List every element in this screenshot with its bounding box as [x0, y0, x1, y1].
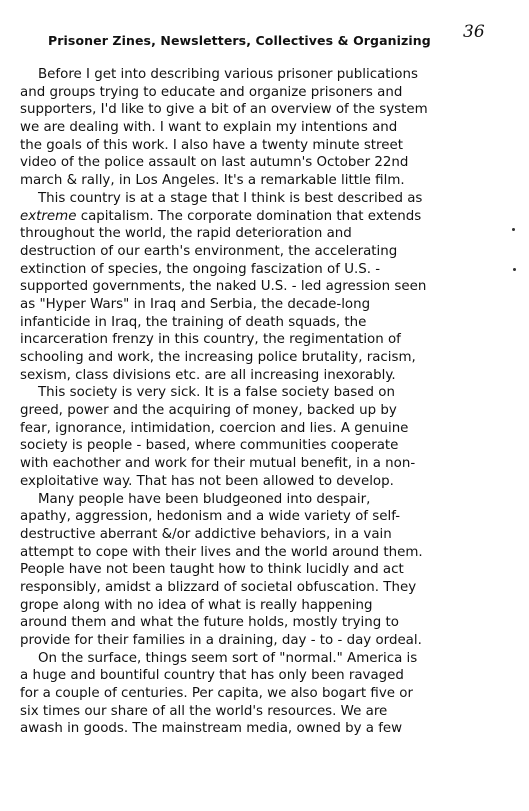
text-line: six times our share of all the world's resources. We are	[20, 703, 388, 719]
text-line: and groups trying to educate and organize prisoners and	[20, 84, 403, 100]
text-line: exploitative way. That has not been allowed to develop.	[20, 473, 394, 489]
text-line: This society is very sick. It is a false society based on	[38, 385, 395, 401]
text-line-rest: capitalism. The corporate domination that extends	[76, 208, 422, 224]
text-line: for a couple of centuries. Per capita, we also bogart five or	[20, 686, 413, 702]
text-line: video of the police assault on last autumn's October 22nd	[20, 155, 409, 171]
text-line: around them and what the future holds, mostly trying to	[20, 615, 399, 631]
running-header: Prisoner Zines, Newsletters, Collectives & Organizing	[48, 33, 431, 48]
body-text	[20, 66, 472, 738]
text-line: schooling and work, the increasing police brutality, racism,	[20, 350, 416, 365]
text-line: fear, ignorance, intimidation, coercion and lies. A genuine	[20, 420, 409, 436]
text-line: apathy, aggression, hedonism and a wide variety of self-	[20, 509, 401, 525]
scan-speck	[512, 228, 515, 231]
text-line: Before I get into describing various prisoner publications	[38, 67, 418, 82]
text-line: grope along with no idea of what is really happening	[20, 597, 373, 613]
text-line: greed, power and the acquiring of money, backed up by	[20, 403, 397, 419]
text-line: with eachother and work for their mutual benefit, in a non-	[20, 456, 416, 472]
text-line: sexism, class divisions etc. are all increasing inexorably.	[20, 367, 396, 383]
text-line: provide for their families in a draining, day - to - day ordeal.	[20, 633, 422, 648]
text-line: supported governments, the naked U.S. - led agression seen	[20, 279, 427, 295]
italic-word: extreme	[20, 208, 77, 224]
text-line: destructive aberrant &/or addictive behaviors, in a vain	[20, 526, 392, 542]
text-line: throughout the world, the rapid deterioration and	[20, 226, 352, 242]
scan-speck	[513, 268, 516, 271]
text-line: On the surface, things seem sort of "normal." America is	[38, 650, 418, 666]
text-line: Many people have been bludgeoned into despair,	[38, 491, 371, 507]
text-line: the goals of this work. I also have a twenty minute street	[20, 137, 403, 153]
text-line: infanticide in Iraq, the training of death squads, the	[20, 314, 367, 330]
text-line: incarceration frenzy in this country, the regimentation of	[20, 332, 401, 348]
text-line: a huge and bountiful country that has only been ravaged	[20, 668, 404, 684]
text-line: as "Hyper Wars" in Iraq and Serbia, the decade-long	[20, 296, 371, 312]
text-line: we are dealing with. I want to explain my intentions and	[20, 120, 398, 136]
text-line: supporters, I'd like to give a bit of an overview of the system	[20, 102, 428, 118]
text-line	[20, 208, 472, 226]
text-line: march & rally, in Los Angeles. It's a remarkable little film.	[20, 173, 405, 189]
text-line: People have not been taught how to think lucidly and act	[20, 562, 404, 578]
page-number: 36	[463, 22, 485, 42]
text-line: awash in goods. The mainstream media, owned by a few	[20, 721, 403, 737]
text-line: society is people - based, where communities cooperate	[20, 438, 399, 454]
text-line: This country is at a stage that I think is best described as	[38, 190, 423, 206]
text-line: destruction of our earth's environment, the accelerating	[20, 243, 398, 259]
text-line: responsibly, amidst a blizzard of societal obfuscation. They	[20, 579, 417, 595]
text-line: extinction of species, the ongoing fascization of U.S. -	[20, 261, 381, 277]
text-line: attempt to cope with their lives and the world around them.	[20, 544, 423, 560]
